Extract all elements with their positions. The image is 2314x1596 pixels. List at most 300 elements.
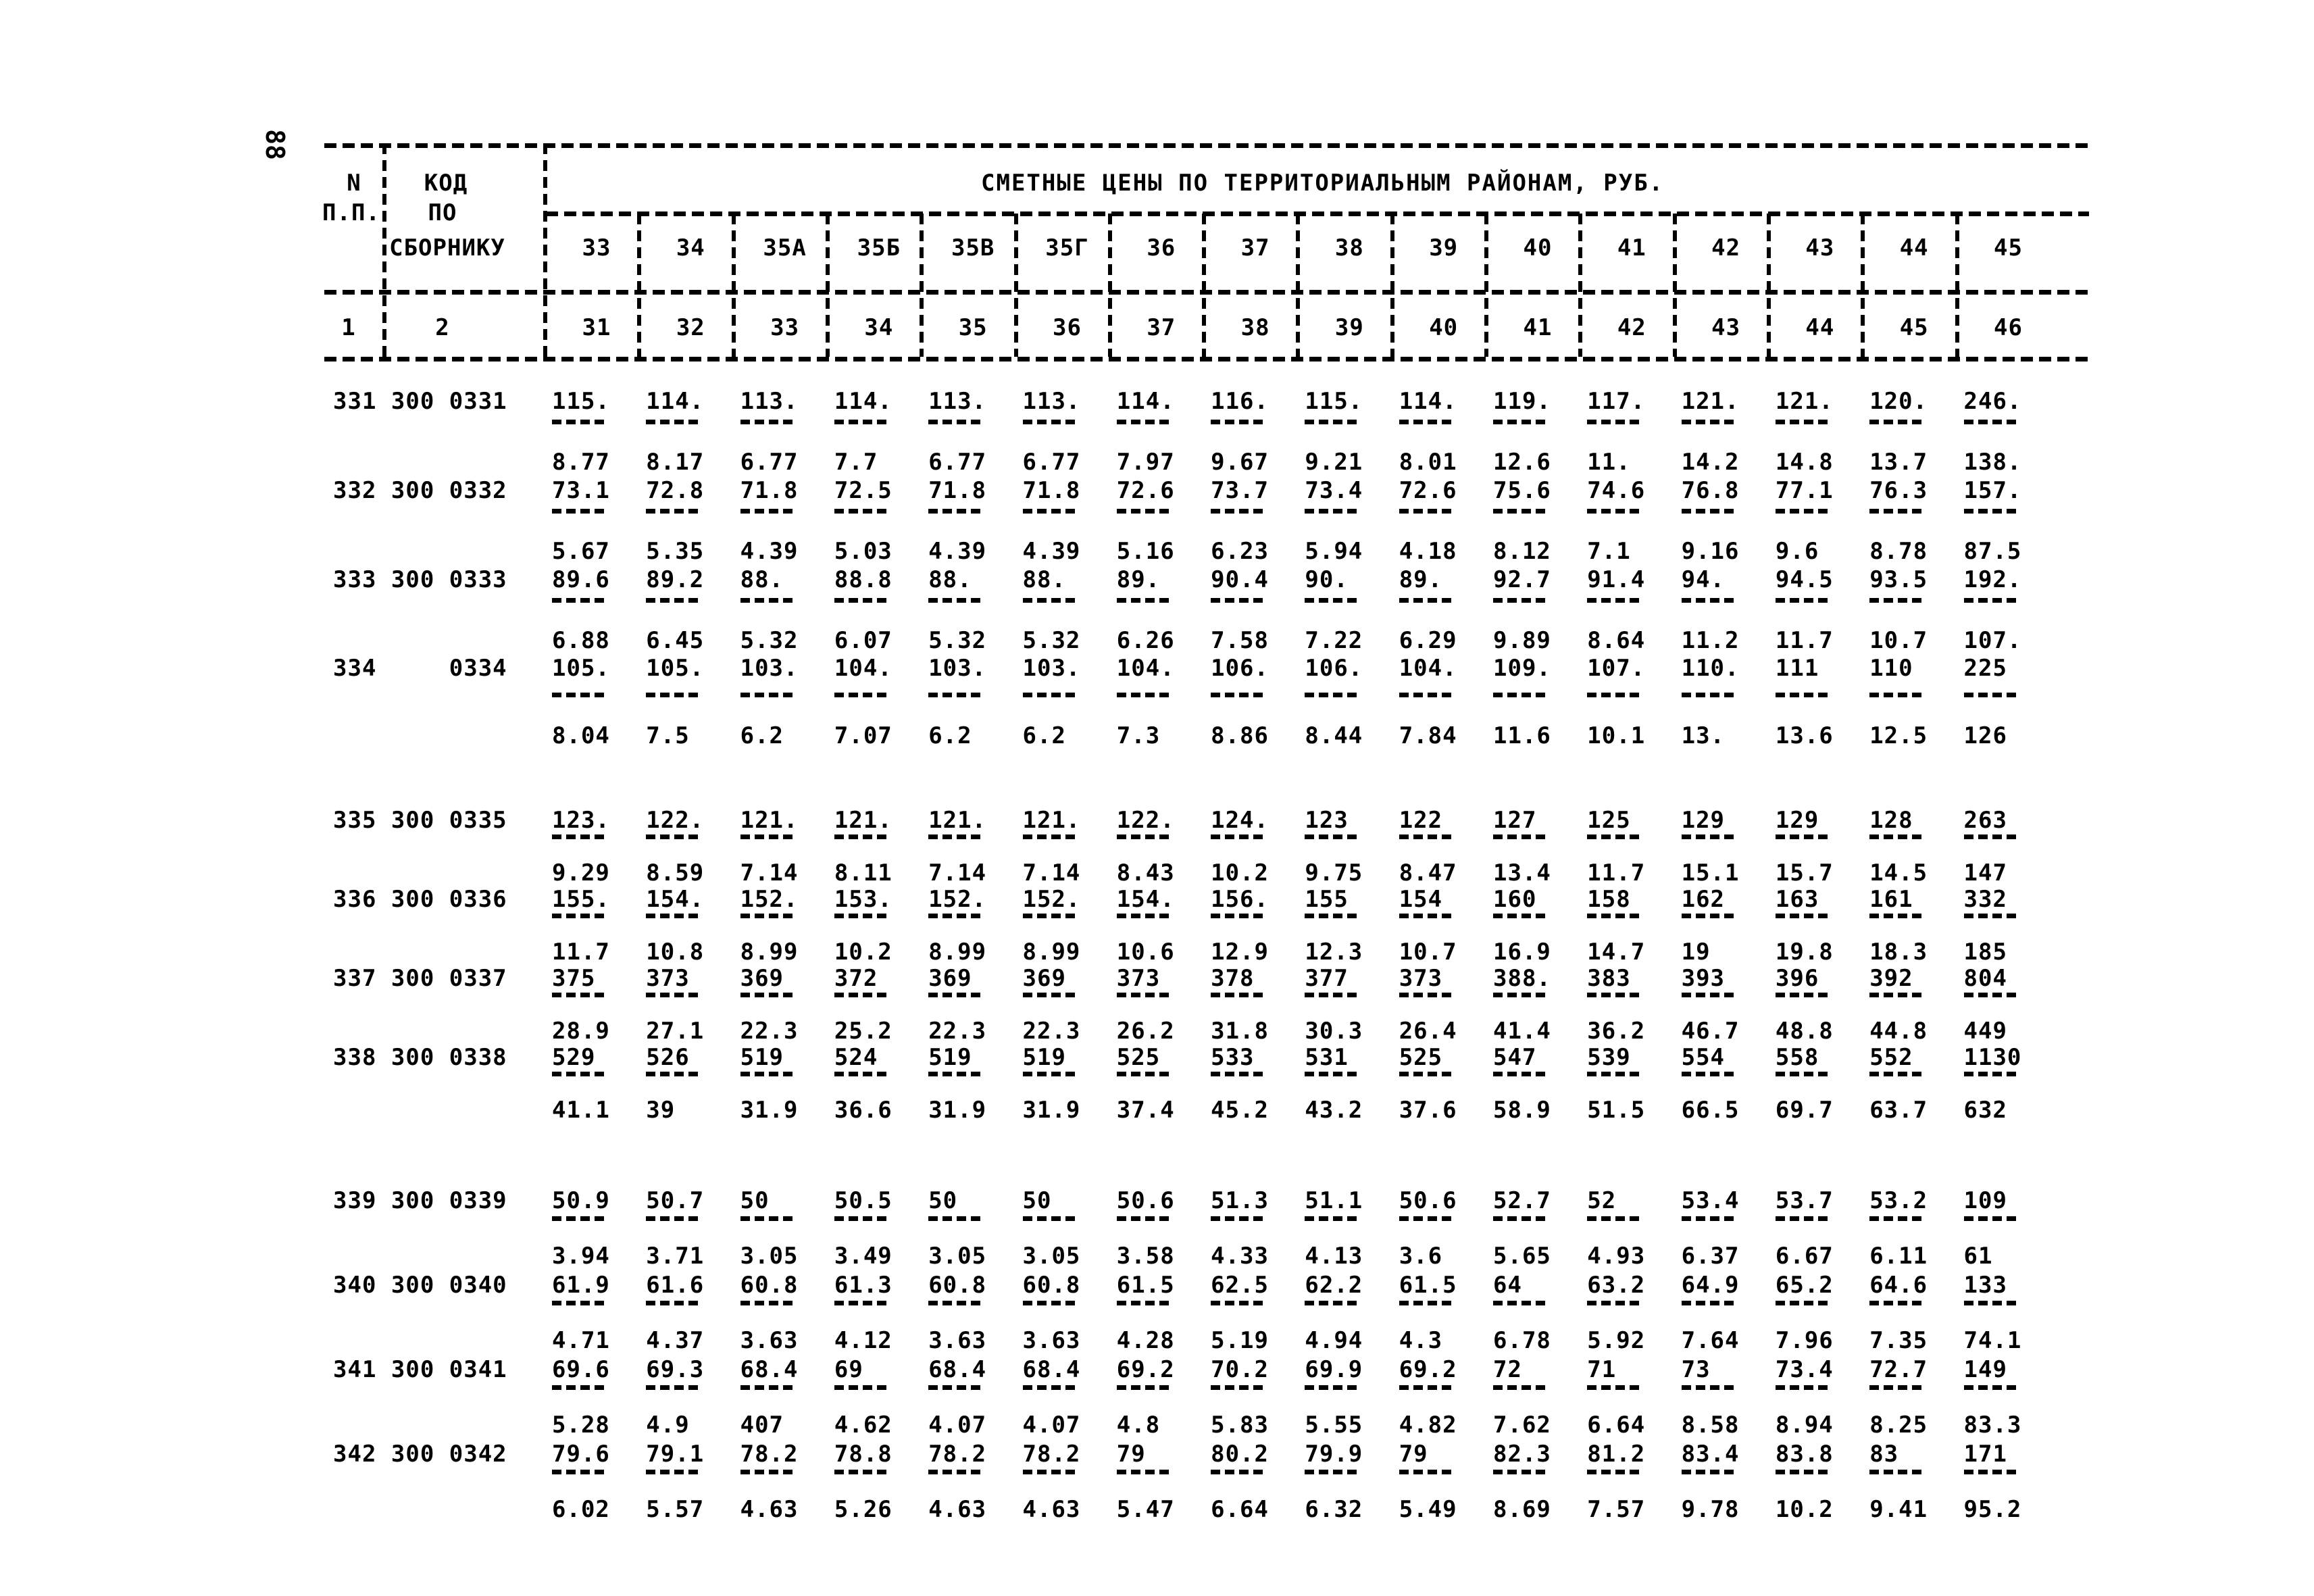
- price-lower-cell: 147: [1963, 859, 2007, 887]
- price-upper-cell: 373: [646, 965, 690, 992]
- row-code: 342 300 0342: [333, 1441, 507, 1468]
- price-lower-cell: 7.7: [834, 449, 878, 476]
- price-upper-cell: 83.8: [1775, 1441, 1834, 1468]
- fraction-bar: [1211, 914, 1267, 918]
- price-lower-cell: 10.8: [646, 939, 705, 966]
- fraction-bar: [646, 1301, 703, 1305]
- price-lower-cell: 7.64: [1681, 1327, 1740, 1354]
- price-upper-cell: 92.7: [1493, 566, 1551, 593]
- price-lower-cell: 8.58: [1681, 1412, 1740, 1439]
- fraction-bar: [1682, 509, 1738, 514]
- price-upper-cell: 372: [834, 965, 878, 992]
- price-lower-cell: 5.65: [1493, 1243, 1551, 1270]
- price-upper-cell: 53.7: [1775, 1187, 1834, 1214]
- price-lower-cell: 3.58: [1116, 1243, 1175, 1270]
- fraction-bar: [834, 509, 891, 514]
- price-lower-cell: 51.5: [1587, 1097, 1646, 1124]
- fraction-bar: [1682, 598, 1738, 603]
- price-lower-cell: 37.6: [1399, 1097, 1457, 1124]
- fraction-bar: [1964, 1301, 2021, 1305]
- fraction-bar: [1493, 1216, 1550, 1221]
- fraction-bar: [1493, 693, 1550, 697]
- fraction-bar: [1587, 420, 1644, 424]
- fraction-bar: [1776, 834, 1832, 839]
- fraction-bar: [1776, 1301, 1832, 1305]
- price-upper-cell: 75.6: [1493, 477, 1551, 504]
- price-upper-cell: 94.5: [1775, 566, 1834, 593]
- row-code: 337 300 0337: [333, 965, 507, 992]
- fraction-bar: [1117, 420, 1174, 424]
- price-upper-cell: 73.1: [552, 477, 610, 504]
- price-lower-cell: 6.2: [740, 722, 784, 749]
- fraction-bar: [1869, 1385, 1926, 1390]
- price-lower-cell: 7.3: [1116, 722, 1161, 749]
- column-index-label: 31: [582, 314, 611, 341]
- price-lower-cell: 7.35: [1869, 1327, 1928, 1354]
- price-upper-cell: 78.2: [928, 1441, 987, 1468]
- price-upper-cell: 64.6: [1869, 1272, 1928, 1299]
- price-upper-cell: 152.: [740, 886, 799, 913]
- fraction-bar: [834, 1216, 891, 1221]
- fraction-bar: [646, 509, 703, 514]
- price-upper-cell: 91.4: [1587, 566, 1646, 593]
- fraction-bar: [552, 993, 609, 997]
- price-upper-cell: 72.6: [1116, 477, 1175, 504]
- region-column-label: 40: [1523, 234, 1553, 261]
- price-lower-cell: 9.89: [1493, 627, 1551, 654]
- price-lower-cell: 26.2: [1116, 1018, 1175, 1045]
- column-divider-line: [732, 214, 736, 357]
- fraction-bar: [1211, 1216, 1267, 1221]
- fraction-bar: [1964, 1216, 2021, 1221]
- price-upper-cell: 82.3: [1493, 1441, 1551, 1468]
- fraction-bar: [740, 693, 797, 697]
- column-divider-line: [1578, 214, 1582, 357]
- price-upper-cell: 78.8: [834, 1441, 892, 1468]
- fraction-bar: [1587, 834, 1644, 839]
- price-lower-cell: 8.94: [1775, 1412, 1834, 1439]
- price-lower-cell: 6.77: [740, 449, 799, 476]
- price-lower-cell: 19.8: [1775, 939, 1834, 966]
- price-upper-cell: 539: [1587, 1044, 1631, 1071]
- price-upper-cell: 154.: [1116, 886, 1175, 913]
- price-lower-cell: 31.9: [740, 1097, 799, 1124]
- price-lower-cell: 4.07: [928, 1412, 987, 1439]
- price-lower-cell: 4.71: [552, 1327, 610, 1354]
- price-upper-cell: 113.: [928, 388, 987, 415]
- fraction-bar: [834, 993, 891, 997]
- price-lower-cell: 7.22: [1305, 627, 1363, 654]
- fraction-bar: [552, 1301, 609, 1305]
- price-upper-cell: 149: [1963, 1356, 2007, 1383]
- price-lower-cell: 41.1: [552, 1097, 610, 1124]
- fraction-bar: [1305, 834, 1361, 839]
- fraction-bar: [1305, 993, 1361, 997]
- region-column-label: 37: [1240, 234, 1270, 261]
- price-upper-cell: 76.3: [1869, 477, 1928, 504]
- column-index-label: 33: [770, 314, 800, 341]
- price-lower-cell: 39: [646, 1097, 676, 1124]
- price-upper-cell: 519: [928, 1044, 972, 1071]
- price-upper-cell: 104.: [1399, 655, 1457, 682]
- fraction-bar: [1211, 693, 1267, 697]
- fraction-bar: [1776, 993, 1832, 997]
- price-upper-cell: 64.9: [1681, 1272, 1740, 1299]
- column-divider-line: [1014, 214, 1018, 357]
- fraction-bar: [646, 693, 703, 697]
- fraction-bar: [1117, 509, 1174, 514]
- price-upper-cell: 133: [1963, 1272, 2007, 1299]
- fraction-bar: [1305, 509, 1361, 514]
- column-divider-line: [1955, 214, 1959, 357]
- price-lower-cell: 66.5: [1681, 1097, 1740, 1124]
- fraction-bar: [834, 420, 891, 424]
- fraction-bar: [1964, 1470, 2021, 1474]
- fraction-bar: [928, 509, 985, 514]
- price-lower-cell: 4.62: [834, 1412, 892, 1439]
- column-index-label: 41: [1523, 314, 1553, 341]
- column-divider-line: [637, 214, 641, 357]
- price-lower-cell: 22.3: [1022, 1018, 1081, 1045]
- price-lower-cell: 9.41: [1869, 1496, 1928, 1523]
- fraction-bar: [1682, 1301, 1738, 1305]
- price-lower-cell: 9.6: [1775, 538, 1819, 565]
- price-lower-cell: 9.75: [1305, 859, 1363, 887]
- price-upper-cell: 111: [1775, 655, 1819, 682]
- price-lower-cell: 6.78: [1493, 1327, 1551, 1354]
- price-upper-cell: 72: [1493, 1356, 1522, 1383]
- fraction-bar: [1964, 509, 2021, 514]
- row-code: 339 300 0339: [333, 1187, 507, 1214]
- price-lower-cell: 95.2: [1963, 1496, 2022, 1523]
- fraction-bar: [1023, 993, 1080, 997]
- price-upper-cell: 50.5: [834, 1187, 892, 1214]
- price-lower-cell: 10.1: [1587, 722, 1646, 749]
- price-lower-cell: 5.55: [1305, 1412, 1363, 1439]
- price-upper-cell: 69: [834, 1356, 863, 1383]
- price-upper-cell: 88.: [928, 566, 972, 593]
- price-upper-cell: 160: [1493, 886, 1537, 913]
- price-upper-cell: 114.: [646, 388, 705, 415]
- code-header-line2: ПО: [428, 199, 457, 226]
- price-lower-cell: 9.67: [1211, 449, 1269, 476]
- region-column-label: 34: [676, 234, 705, 261]
- price-upper-cell: 105.: [552, 655, 610, 682]
- fraction-bar: [1211, 993, 1267, 997]
- fraction-bar: [1399, 693, 1456, 697]
- price-lower-cell: 9.16: [1681, 538, 1740, 565]
- fraction-bar: [1305, 1385, 1361, 1390]
- price-lower-cell: 4.12: [834, 1327, 892, 1354]
- region-column-label: 43: [1805, 234, 1835, 261]
- fraction-bar: [1493, 598, 1550, 603]
- fraction-bar: [1211, 834, 1267, 839]
- fraction-bar: [1117, 1216, 1174, 1221]
- fraction-bar: [1682, 693, 1738, 697]
- column-index-label: 46: [1994, 314, 2023, 341]
- price-lower-cell: 8.43: [1116, 859, 1175, 887]
- price-upper-cell: 60.8: [928, 1272, 987, 1299]
- fraction-bar: [1399, 509, 1456, 514]
- price-lower-cell: 7.14: [928, 859, 987, 887]
- price-upper-cell: 72.5: [834, 477, 892, 504]
- price-upper-cell: 163: [1775, 886, 1819, 913]
- price-upper-cell: 79.9: [1305, 1441, 1363, 1468]
- price-upper-cell: 369: [740, 965, 784, 992]
- price-upper-cell: 69.2: [1399, 1356, 1457, 1383]
- column-index-label: 39: [1334, 314, 1364, 341]
- region-column-label: 39: [1429, 234, 1459, 261]
- price-lower-cell: 13.4: [1493, 859, 1551, 887]
- price-upper-cell: 83.4: [1681, 1441, 1740, 1468]
- price-upper-cell: 72.6: [1399, 477, 1457, 504]
- price-lower-cell: 4.63: [928, 1496, 987, 1523]
- fraction-bar: [740, 914, 797, 918]
- fraction-bar: [1964, 420, 2021, 424]
- price-lower-cell: 138.: [1963, 449, 2022, 476]
- fraction-bar: [1211, 1072, 1267, 1076]
- fraction-bar: [1023, 598, 1080, 603]
- price-upper-cell: 378: [1211, 965, 1255, 992]
- price-upper-cell: 71.8: [1022, 477, 1081, 504]
- price-upper-cell: 121.: [1022, 807, 1081, 834]
- column-divider-line: [1202, 214, 1206, 357]
- fraction-bar: [552, 834, 609, 839]
- price-lower-cell: 8.04: [552, 722, 610, 749]
- price-upper-cell: 225: [1963, 655, 2007, 682]
- price-lower-cell: 8.47: [1399, 859, 1457, 887]
- fraction-bar: [1964, 598, 2021, 603]
- price-upper-cell: 122.: [1116, 807, 1175, 834]
- price-upper-cell: 69.2: [1116, 1356, 1175, 1383]
- price-upper-cell: 115.: [552, 388, 610, 415]
- price-lower-cell: 74.1: [1963, 1327, 2022, 1354]
- column-index-label: 35: [958, 314, 988, 341]
- price-upper-cell: 804: [1963, 965, 2007, 992]
- row-code: 340 300 0340: [333, 1272, 507, 1299]
- price-upper-cell: 73.4: [1775, 1356, 1834, 1383]
- price-upper-cell: 50.6: [1116, 1187, 1175, 1214]
- price-upper-cell: 77.1: [1775, 477, 1834, 504]
- region-column-label: 35А: [763, 234, 807, 261]
- price-lower-cell: 10.7: [1399, 939, 1457, 966]
- region-column-label: 35Б: [857, 234, 901, 261]
- price-upper-cell: 529: [552, 1044, 596, 1071]
- fraction-bar: [1211, 1385, 1267, 1390]
- price-lower-cell: 25.2: [834, 1018, 892, 1045]
- price-lower-cell: 4.37: [646, 1327, 705, 1354]
- fraction-bar: [834, 1301, 891, 1305]
- fraction-bar: [1493, 914, 1550, 918]
- fraction-bar: [740, 1072, 797, 1076]
- region-column-label: 38: [1334, 234, 1364, 261]
- fraction-bar: [834, 834, 891, 839]
- fraction-bar: [552, 693, 609, 697]
- price-upper-cell: 121.: [1681, 388, 1740, 415]
- price-lower-cell: 3.49: [834, 1243, 892, 1270]
- price-lower-cell: 5.28: [552, 1412, 610, 1439]
- fraction-bar: [834, 598, 891, 603]
- price-upper-cell: 62.5: [1211, 1272, 1269, 1299]
- price-upper-cell: 50.7: [646, 1187, 705, 1214]
- fraction-bar: [646, 1470, 703, 1474]
- fraction-bar: [646, 834, 703, 839]
- price-upper-cell: 94.: [1681, 566, 1726, 593]
- price-lower-cell: 36.6: [834, 1097, 892, 1124]
- price-lower-cell: 63.7: [1869, 1097, 1928, 1124]
- price-lower-cell: 10.2: [1775, 1496, 1834, 1523]
- price-lower-cell: 12.3: [1305, 939, 1363, 966]
- price-lower-cell: 6.29: [1399, 627, 1457, 654]
- fraction-bar: [1587, 993, 1644, 997]
- fraction-bar: [740, 993, 797, 997]
- fraction-bar: [1211, 1470, 1267, 1474]
- price-upper-cell: 369: [1022, 965, 1066, 992]
- price-lower-cell: 6.11: [1869, 1243, 1928, 1270]
- fraction-bar: [928, 693, 985, 697]
- fraction-bar: [646, 598, 703, 603]
- row-code: 333 300 0333: [333, 566, 507, 593]
- price-upper-cell: 531: [1305, 1044, 1349, 1071]
- price-lower-cell: 5.03: [834, 538, 892, 565]
- fraction-bar: [1587, 693, 1644, 697]
- region-column-label: 41: [1617, 234, 1646, 261]
- fraction-bar: [1211, 1301, 1267, 1305]
- price-lower-cell: 5.32: [740, 627, 799, 654]
- price-lower-cell: 31.8: [1211, 1018, 1269, 1045]
- price-lower-cell: 4.9: [646, 1412, 690, 1439]
- price-lower-cell: 14.7: [1587, 939, 1646, 966]
- price-lower-cell: 4.94: [1305, 1327, 1363, 1354]
- fraction-bar: [1869, 1072, 1926, 1076]
- price-lower-cell: 3.63: [928, 1327, 987, 1354]
- price-lower-cell: 7.96: [1775, 1327, 1834, 1354]
- price-upper-cell: 88.8: [834, 566, 892, 593]
- price-lower-cell: 46.7: [1681, 1018, 1740, 1045]
- price-upper-cell: 50: [740, 1187, 770, 1214]
- fraction-bar: [1682, 993, 1738, 997]
- fraction-bar: [1117, 993, 1174, 997]
- price-upper-cell: 93.5: [1869, 566, 1928, 593]
- fraction-bar: [928, 1385, 985, 1390]
- fraction-bar: [1869, 509, 1926, 514]
- price-lower-cell: 30.3: [1305, 1018, 1363, 1045]
- row-code: 332 300 0332: [333, 477, 507, 504]
- price-upper-cell: 61.5: [1399, 1272, 1457, 1299]
- fraction-bar: [1587, 1301, 1644, 1305]
- fraction-bar: [1869, 1470, 1926, 1474]
- price-upper-cell: 114.: [834, 388, 892, 415]
- price-lower-cell: 5.49: [1399, 1496, 1457, 1523]
- price-lower-cell: 36.2: [1587, 1018, 1646, 1045]
- column-index-label: 2: [435, 314, 450, 341]
- price-lower-cell: 19: [1681, 939, 1711, 966]
- price-upper-cell: 525: [1116, 1044, 1161, 1071]
- fraction-bar: [1023, 1216, 1080, 1221]
- price-lower-cell: 10.2: [834, 939, 892, 966]
- price-lower-cell: 13.6: [1775, 722, 1834, 749]
- price-lower-cell: 18.3: [1869, 939, 1928, 966]
- table-top-border-line: [324, 143, 2089, 148]
- price-lower-cell: 3.05: [1022, 1243, 1081, 1270]
- column-divider-line: [1390, 214, 1394, 357]
- price-upper-cell: 52.7: [1493, 1187, 1551, 1214]
- region-column-label: 35Г: [1045, 234, 1089, 261]
- fraction-bar: [1305, 693, 1361, 697]
- title-underline: [546, 211, 2089, 216]
- price-lower-cell: 7.1: [1587, 538, 1631, 565]
- fraction-bar: [1211, 509, 1267, 514]
- price-lower-cell: 6.67: [1775, 1243, 1834, 1270]
- price-upper-cell: 552: [1869, 1044, 1913, 1071]
- price-lower-cell: 13.: [1681, 722, 1726, 749]
- price-upper-cell: 61.3: [834, 1272, 892, 1299]
- price-lower-cell: 4.07: [1022, 1412, 1081, 1439]
- price-lower-cell: 7.07: [834, 722, 892, 749]
- price-upper-cell: 156.: [1211, 886, 1269, 913]
- fraction-bar: [1776, 509, 1832, 514]
- price-upper-cell: 65.2: [1775, 1272, 1834, 1299]
- price-lower-cell: 48.8: [1775, 1018, 1834, 1045]
- price-lower-cell: 15.7: [1775, 859, 1834, 887]
- price-lower-cell: 3.05: [928, 1243, 987, 1270]
- price-upper-cell: 533: [1211, 1044, 1255, 1071]
- price-upper-cell: 103.: [928, 655, 987, 682]
- price-lower-cell: 69.7: [1775, 1097, 1834, 1124]
- price-lower-cell: 4.18: [1399, 538, 1457, 565]
- fraction-bar: [1682, 420, 1738, 424]
- price-lower-cell: 11.6: [1493, 722, 1551, 749]
- fraction-bar: [1305, 420, 1361, 424]
- price-upper-cell: 68.4: [928, 1356, 987, 1383]
- price-upper-cell: 524: [834, 1044, 878, 1071]
- region-column-label: 42: [1711, 234, 1741, 261]
- price-upper-cell: 154.: [646, 886, 705, 913]
- price-lower-cell: 13.7: [1869, 449, 1928, 476]
- price-upper-cell: 107.: [1587, 655, 1646, 682]
- price-upper-cell: 558: [1775, 1044, 1819, 1071]
- price-lower-cell: 44.8: [1869, 1018, 1928, 1045]
- fraction-bar: [1776, 1470, 1832, 1474]
- price-lower-cell: 8.44: [1305, 722, 1363, 749]
- price-upper-cell: 383: [1587, 965, 1631, 992]
- price-upper-cell: 73: [1681, 1356, 1711, 1383]
- region-column-label: 36: [1147, 234, 1176, 261]
- fraction-bar: [1399, 1385, 1456, 1390]
- price-upper-cell: 393: [1681, 965, 1726, 992]
- fraction-bar: [1964, 693, 2021, 697]
- price-lower-cell: 126: [1963, 722, 2007, 749]
- price-lower-cell: 12.9: [1211, 939, 1269, 966]
- price-lower-cell: 14.5: [1869, 859, 1928, 887]
- price-lower-cell: 14.2: [1681, 449, 1740, 476]
- price-upper-cell: 526: [646, 1044, 690, 1071]
- price-lower-cell: 31.9: [1022, 1097, 1081, 1124]
- price-lower-cell: 185: [1963, 939, 2007, 966]
- price-lower-cell: 11.7: [1775, 627, 1834, 654]
- fraction-bar: [740, 1385, 797, 1390]
- column-index-label: 32: [676, 314, 705, 341]
- price-upper-cell: 71.8: [740, 477, 799, 504]
- fraction-bar: [552, 1072, 609, 1076]
- price-lower-cell: 5.32: [1022, 627, 1081, 654]
- price-upper-cell: 113.: [1022, 388, 1081, 415]
- fraction-bar: [1493, 993, 1550, 997]
- price-lower-cell: 6.45: [646, 627, 705, 654]
- row-code: 335 300 0335: [333, 807, 507, 834]
- price-upper-cell: 519: [1022, 1044, 1066, 1071]
- page-number: 88: [259, 129, 290, 160]
